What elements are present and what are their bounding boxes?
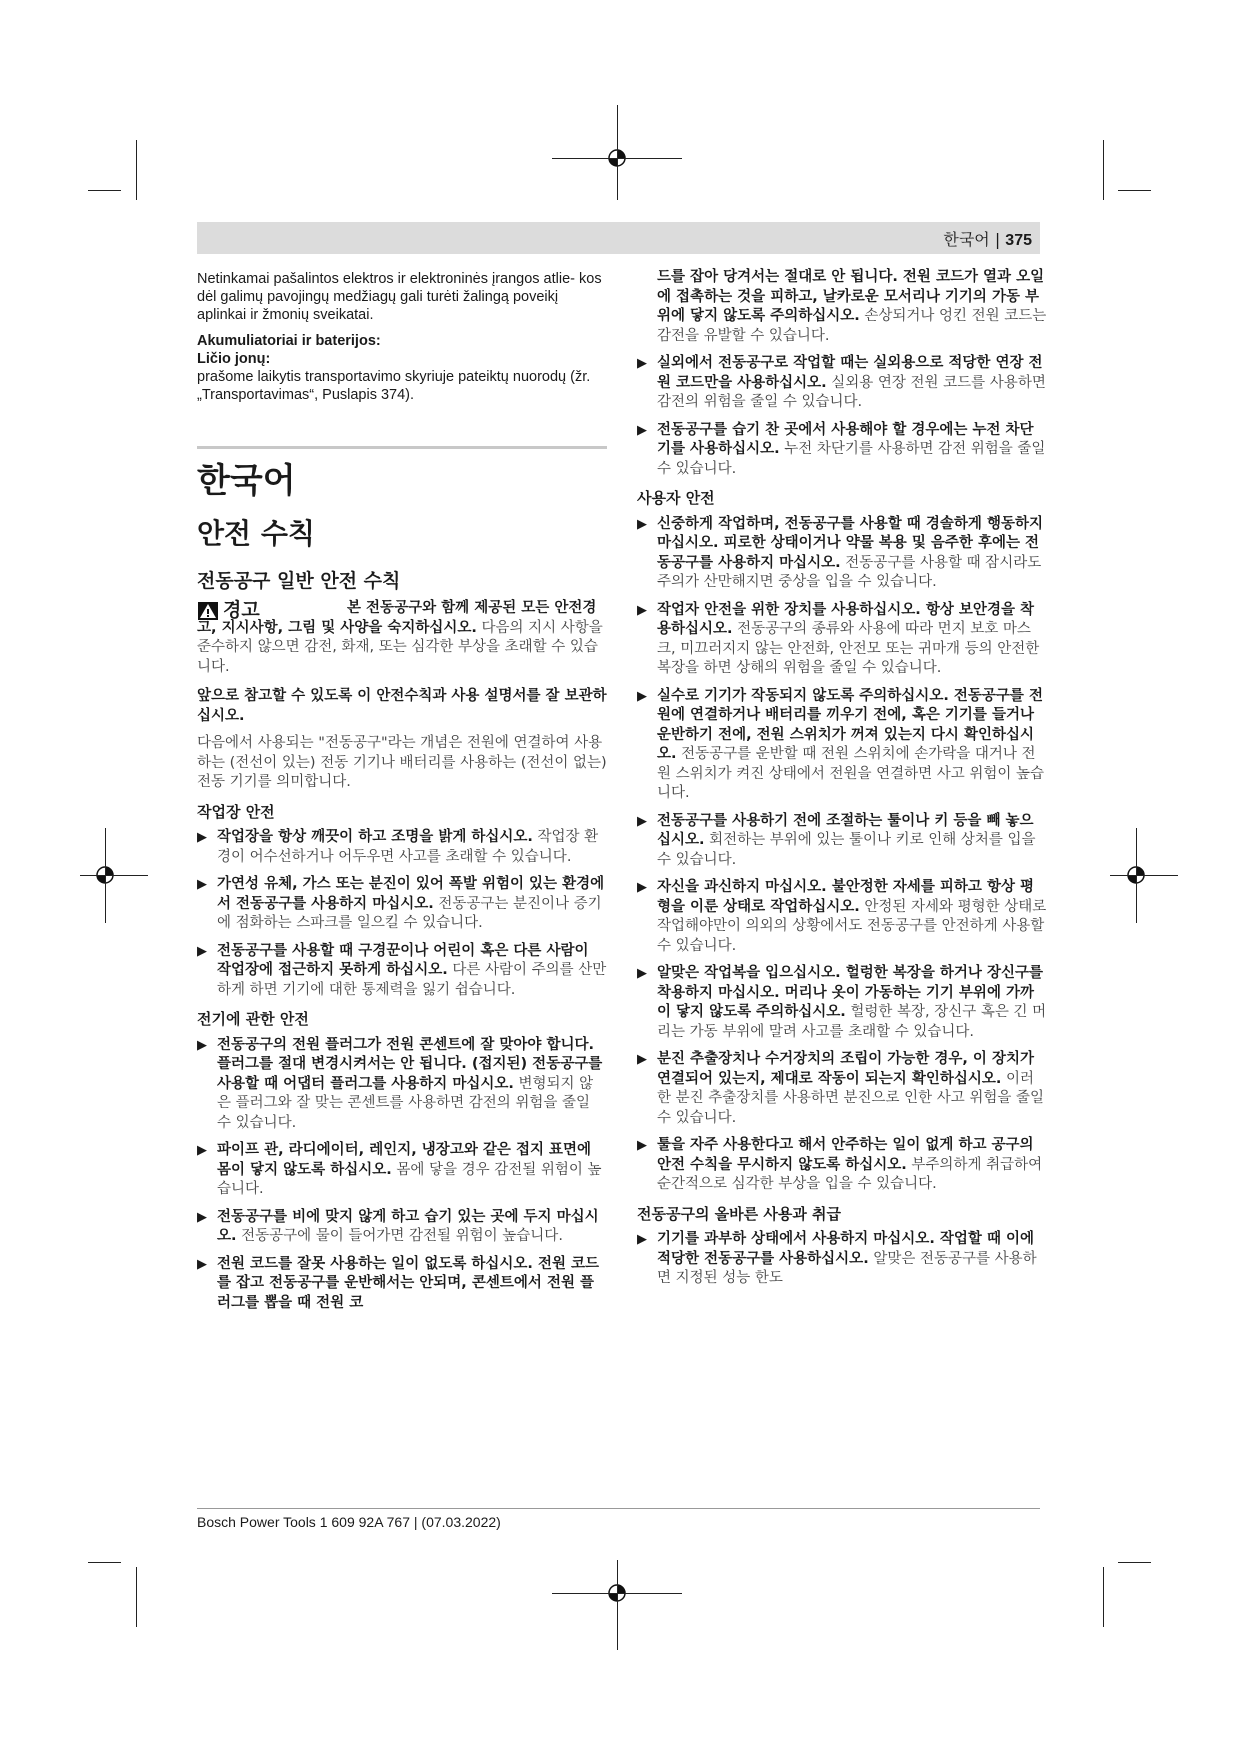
section-divider xyxy=(197,446,607,449)
list-item: 드를 잡아 당겨서는 절대로 안 됩니다. 전원 코드가 열과 오일에 접촉하는 것을 피하고, 날카로운 모서리나 기기의 가동 부위에 닿지 않도록 주의하십시오. 손상되거나 엉킨 전원 코드는 감전을 유발할 수 있습니다. xyxy=(657,269,1047,344)
crop-mark xyxy=(80,875,148,876)
list-item: ▶ 자신을 과신하지 마십시오. 불안정한 자세를 피하고 항상 평형을 이룬 상태로 작업하십시오. 안정된 자세와 평형한 상태로 작업해야만이 의외의 상황에서도 전동공구를 안전하게 사용할 수 있습니다. xyxy=(637,879,1047,954)
bullet-icon: ▶ xyxy=(637,602,647,618)
bullet-icon: ▶ xyxy=(197,943,207,959)
lithium-text: prašome laikytis transportavimo skyriuje pateiktų nuorodų (žr. „Transportavimas“, Puslapis 374). xyxy=(197,369,591,403)
bullet-icon: ▶ xyxy=(197,1143,207,1158)
list-item: ▶ 전동공구를 사용하기 전에 조절하는 툴이나 키 등을 빼 놓으십시오. 회전하는 부위에 있는 툴이나 키로 인해 상처를 입을 수 있습니다. xyxy=(637,812,1036,868)
list-item: ▶ 툴을 자주 사용한다고 해서 안주하는 일이 없게 하고 공구의 안전 수칙을 무시하지 않도록 하십시오. 부주의하게 취급하여 순간적으로 심각한 부상을 입을 수 있습니다. xyxy=(637,1137,1043,1192)
bullet-icon: ▶ xyxy=(197,1256,207,1272)
left-column xyxy=(197,270,607,1321)
lithium-heading: Ličio jonų: xyxy=(197,351,271,367)
list-item: ▶ 전원 코드를 잘못 사용하는 일이 없도록 하십시오. 전원 코드를 잡고 전동공구를 운반해서는 안되며, 콘센트에서 전원 플러그를 뽑을 때 전원 코 xyxy=(197,1255,600,1311)
crop-mark xyxy=(552,158,682,159)
safety-title: 안전 수칙 xyxy=(197,517,315,550)
bullet-icon: ▶ xyxy=(197,830,207,845)
list-item: ▶ 전동공구를 비에 맞지 않게 하고 습기 있는 곳에 두지 마십시오. 전동공구에 물이 들어가면 감전될 위험이 높습니다. xyxy=(197,1208,599,1244)
bullet-icon: ▶ xyxy=(197,1037,207,1053)
keep-instructions: 앞으로 참고할 수 있도록 이 안전수칙과 사용 설명서를 잘 보관하십시오. xyxy=(197,688,607,724)
bullet-icon: ▶ xyxy=(637,422,647,438)
crop-mark xyxy=(617,105,618,200)
crop-mark xyxy=(1118,190,1151,191)
list-item: ▶ 파이프 관, 라디에이터, 레인지, 냉장고와 같은 접지 표면에 몸이 닿지 않도록 하십시오. 몸에 닿을 경우 감전될 위험이 높습니다. xyxy=(197,1142,602,1197)
bullet-icon: ▶ xyxy=(637,880,647,895)
crop-mark xyxy=(136,140,137,200)
page-header xyxy=(197,222,1040,254)
lithuanian-intro xyxy=(197,270,607,404)
bullet-icon: ▶ xyxy=(197,877,207,892)
warning-label: 경고 xyxy=(197,601,347,621)
crop-mark xyxy=(552,1593,682,1594)
list-item: ▶ 알맞은 작업복을 입으십시오. 헐렁한 복장을 하거나 장신구를 착용하지 마십시오. 머리나 옷이 가동하는 기기 부위에 가까이 닿지 않도록 주의하십시오. 헐렁한 복장, 장신구 혹은 긴 머리는 가동 부위에 말려 사고를 초래할 수 있습니다. xyxy=(637,965,1047,1040)
bullet-icon: ▶ xyxy=(197,1209,207,1225)
crop-mark xyxy=(136,1567,137,1627)
list-item: ▶ 전동공구를 사용할 때 구경꾼이나 어린이 혹은 다른 사람이 작업장에 접근하지 못하게 하십시오. 다른 사람이 주의를 산만하게 하면 기기에 대한 통제력을 잃기 쉽습니다. xyxy=(197,942,607,998)
language-title: 한국어 xyxy=(197,461,296,501)
crop-mark xyxy=(1110,875,1178,876)
list-item: ▶ 기기를 과부하 상태에서 사용하지 마십시오. 작업할 때 이에 적당한 전동공구를 사용하십시오. 알맞은 전동공구를 사용하면 지정된 성능 한도 xyxy=(637,1231,1037,1286)
section-title: 사용자 안전 xyxy=(637,489,715,507)
bullet-icon: ▶ xyxy=(637,1232,647,1247)
page-number: 375 xyxy=(1005,232,1032,249)
definition-text: 다음에서 사용되는 "전동공구"라는 개념은 전원에 연결하여 사용하는 (전선이 있는) 전동 기기나 배터리를 사용하는 (전선이 없는) 전동 기기를 의미합니다. xyxy=(197,735,607,790)
crop-mark xyxy=(1103,1567,1104,1627)
warning-text: 다음의 지시 사항을 준수하지 않으면 감전, 화재, 또는 심각한 부상을 초래할 수 있습니다. xyxy=(197,619,603,675)
header-section: 한국어 xyxy=(943,230,990,249)
section-title: 전동공구의 올바른 사용과 취급 xyxy=(637,1204,842,1223)
right-column xyxy=(637,268,1047,1297)
section-title: 전기에 관한 안전 xyxy=(197,1010,309,1028)
list-item: ▶ 작업장을 항상 깨끗이 하고 조명을 밝게 하십시오. 작업장 환경이 어수선하거나 어두우면 사고를 초래할 수 있습니다. xyxy=(197,829,599,865)
list-item: ▶ 전동공구의 전원 플러그가 전원 콘센트에 잘 맞아야 합니다. 플러그를 절대 변경시켜서는 안 됩니다. (접지된) 전동공구를 사용할 때 어댑터 플러그를 사용하지 마십시오. 변형되지 않은 플러그와 잘 맞는 콘센트를 사용하면 감전의 위험을 줄일 수 있습니다. xyxy=(197,1036,603,1131)
crop-mark xyxy=(88,190,121,191)
list-item: ▶ 전동공구를 습기 찬 곳에서 사용해야 할 경우에는 누전 차단기를 사용하십시오. 누전 차단기를 사용하면 감전 위험을 줄일 수 있습니다. xyxy=(637,421,1046,477)
bullet-icon: ▶ xyxy=(637,516,647,532)
warning-block xyxy=(197,601,607,677)
crop-mark xyxy=(1103,140,1104,200)
header-text: 한국어 | 375 xyxy=(943,230,1032,249)
crop-mark xyxy=(88,1562,121,1563)
warning-bold-text: 본 전동공구와 함께 제공된 모든 안전경고, 지시사항, 그림 및 사양을 숙지하십시오. xyxy=(197,600,597,636)
footer-rule xyxy=(197,1508,1040,1509)
bullet-icon: ▶ xyxy=(637,1138,647,1153)
bullet-icon: ▶ xyxy=(637,1052,647,1067)
list-item: ▶ 실수로 기기가 작동되지 않도록 주의하십시오. 전동공구를 전원에 연결하거나 배터리를 끼우기 전에, 혹은 기기를 들거나 운반하기 전에, 전원 스위치가 꺼져 있는지 다시 확인하십시오. 전동공구를 운반할 때 전원 스위치에 손가락을 대거나 전원 스위치가 켜진 상태에서 전원을 연결하면 사고 위험이 높습니다. xyxy=(637,687,1045,801)
batteries-heading: Akumuliatoriai ir baterijos: xyxy=(197,333,381,349)
crop-mark xyxy=(617,1560,618,1650)
bullet-icon: ▶ xyxy=(637,688,647,704)
list-item: ▶ 작업자 안전을 위한 장치를 사용하십시오. 항상 보안경을 착용하십시오. 전동공구의 종류와 사용에 따라 먼지 보호 마스크, 미끄러지지 않는 안전화, 안전모 또는 귀마개 등의 안전한 복장을 하면 상해의 위험을 줄일 수 있습니다. xyxy=(637,601,1040,676)
section-title: 작업장 안전 xyxy=(197,802,275,821)
disposal-text: Netinkamai pašalintos elektros ir elektroninės įrangos atlie- kos dėl galimų pavojingų medžiagų gali turėti žalingą poveikį aplinkai ir žmonių sveikatai. xyxy=(197,271,602,323)
list-item: ▶ 신중하게 작업하며, 전동공구를 사용할 때 경솔하게 행동하지 마십시오. 피로한 상태이거나 약물 복용 및 음주한 후에는 전동공구를 사용하지 마십시오. 전동공구를 사용할 때 잠시라도 주의가 산만해지면 중상을 입을 수 있습니다. xyxy=(637,515,1043,590)
bullet-icon: ▶ xyxy=(637,813,647,829)
bullet-icon: ▶ xyxy=(637,966,647,981)
list-item: ▶ 실외에서 전동공구로 작업할 때는 실외용으로 적당한 연장 전원 코드만을 사용하십시오. 실외용 연장 전원 코드를 사용하면 감전의 위험을 줄일 수 있습니다. xyxy=(637,355,1046,410)
list-item: ▶ 가연성 유체, 가스 또는 분진이 있어 폭발 위험이 있는 환경에서 전동공구를 사용하지 마십시오. 전동공구는 분진이나 증기에 점화하는 스파크를 일으킬 수 있습니다. xyxy=(197,876,605,931)
general-safety-title: 전동공구 일반 안전 수칙 xyxy=(197,570,401,592)
bullet-icon: ▶ xyxy=(637,356,647,371)
crop-mark xyxy=(1118,1562,1151,1563)
footer-text: Bosch Power Tools 1 609 92A 767 | (07.03.2022) xyxy=(197,1514,501,1530)
list-item: ▶ 분진 추출장치나 수거장치의 조립이 가능한 경우, 이 장치가 연결되어 있는지, 제대로 작동이 되는지 확인하십시오. 이러한 분진 추출장치를 사용하면 분진으로 인한 사고 위험을 줄일 수 있습니다. xyxy=(637,1051,1045,1126)
